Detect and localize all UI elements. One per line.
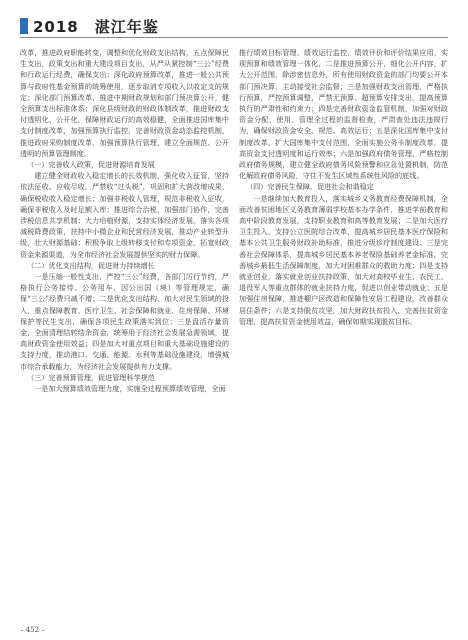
section-heading: （四）完善民生保障，促进社会和谐稳定 <box>246 182 374 192</box>
body-paragraph: 建立健全财政收入稳定增长的长效机制，强化收入征管，坚持依法征收、应收尽收，严禁收“过头税”，巩固和扩大营改增成果，确保税收收入稳定增长；加强非税收入管理，规范非税收入征收，确保非税收入及时足额入库；推进综合治税，加强部门协作，完善涉税信息共享机制；大力培植财源，支持实体经济发展，落实各项减税降费政策，扶持中小微企业和民营经济发展，推动产业转型升级，壮大财源基础；积极争取上级转移支付和专项资金，拓宽财政资金来源渠道，为全市经济社会发展提供坚实的财力保障。 <box>20 171 229 259</box>
page-number: – 452 – <box>20 626 45 634</box>
body-columns <box>20 47 448 607</box>
right-column <box>239 47 448 607</box>
body-paragraph: 推行绩效目标管理、绩效运行监控、绩效评价和评价结果应用，实现预算和绩效管理一体化，二是推进预算公开，细化公开内容，扩大公开范围，除涉密信息外，所有使用财政资金的部门均要公开本部门预决算，主动接受社会监督；三是加强财政支出管理，严格执行预算，严控预算调整，严禁无预算、超预算安排支出，提高预算执行的严肃性和约束力；四是完善财政资金监管机制，加强对财政资金分配、使用、管理全过程的监督检查，严肃查处违法违规行为，确保财政资金安全、规范、高效运行；五是深化国库集中支付制度改革，扩大国库集中支付范围，全面实施公务卡制度改革，提高资金支付透明度和运行效率；六是加强政府债务管理，严格控制政府债务规模，建立健全政府债务风险预警和应急处置机制，防范化解政府债务风险，守住不发生区域性系统性风险的底线。 <box>239 48 448 181</box>
section-heading: （一）完善收入政策，促进财源培育发展 <box>27 160 155 170</box>
page-header <box>0 0 468 40</box>
section-heading: （三）完善预算管理，促进管理科学规范 <box>27 372 155 382</box>
body-paragraph: 一是加大预算绩效管理力度，实施全过程预算绩效管理，全面 <box>34 384 226 394</box>
header-accent-bar <box>20 18 28 34</box>
yearbook-title: 2018 湛江年鉴 <box>33 18 159 36</box>
body-paragraph: 一是压缩一般性支出，严控“三公”经费，各部门厉行节约，严格执行公务接待、公务用车、因公出国（境）等管理规定，确保“三公”经费只减不增；二是优化支出结构，加大对民生领域的投入，重点保障教育、医疗卫生、社会保障和就业、住房保障、环境保护等民生支出，确保各项民生政策落实到位；三是盘活存量资金，全面清理结转结余资金，统筹用于经济社会发展急需领域，提高财政资金使用效益；四是加大对重点项目和重大基础设施建设的支持力度，推动港口、交通、能源、水利等基础设施建设，增强城市综合承载能力，为经济社会发展提供有力支撑。 <box>20 272 229 371</box>
body-paragraph: 改革，推进政府职能转变，调整和优化财政支出结构，五点保障民生支出，政策支出和重大建设项目支出，从严从紧控制“三公”经费和行政运行经费，确保支出；深化政府预算改革，推进一般公共预算与政府性基金预算的统筹使用，逐步取消专项收入以收定支的规定；深化部门预算改革，推进中期财政规划和部门预决算公开，健全预算支出标准体系；深化县级财政的财政体制改革，推进财政支付透明化、公开化，保障财政运行的高效稳健，全面推进国库集中支付制度改革，加强预算执行监控，完善财政资金动态监控机制，推进政府采购制度改革，加强预算执行管理，建立全面规范、公开透明的预算管理制度。 <box>20 48 229 158</box>
section-heading: （二）优化支出结构，促进财力持续增长 <box>27 260 155 270</box>
left-column <box>20 47 229 607</box>
body-paragraph: 一是继续加大教育投入，落实城乡义务教育经费保障机制，全面改善贫困地区义务教育薄弱学校基本办学条件，推进学前教育和高中阶段教育发展，支持职业教育和高等教育发展；二是加大医疗卫生投入，支持公立医院综合改革，提高城乡居民基本医疗保险和基本公共卫生服务财政补助标准，推进分级诊疗制度建设；三是完善社会保障体系，提高城乡居民基本养老保险基础养老金标准，完善城乡最低生活保障制度，加大对困难群众的救助力度；四是支持就业创业，落实就业创业扶持政策，加大对高校毕业生、农民工、退役军人等重点群体的就业扶持力度，促进以创业带动就业；五是加强住房保障，推进棚户区改造和保障性安居工程建设，改善群众居住条件；六是支持脱贫攻坚，加大财政扶贫投入，完善扶贫资金管理，提高扶贫资金使用效益，确保如期实现脱贫目标。 <box>239 193 448 326</box>
header-rule <box>20 37 448 38</box>
